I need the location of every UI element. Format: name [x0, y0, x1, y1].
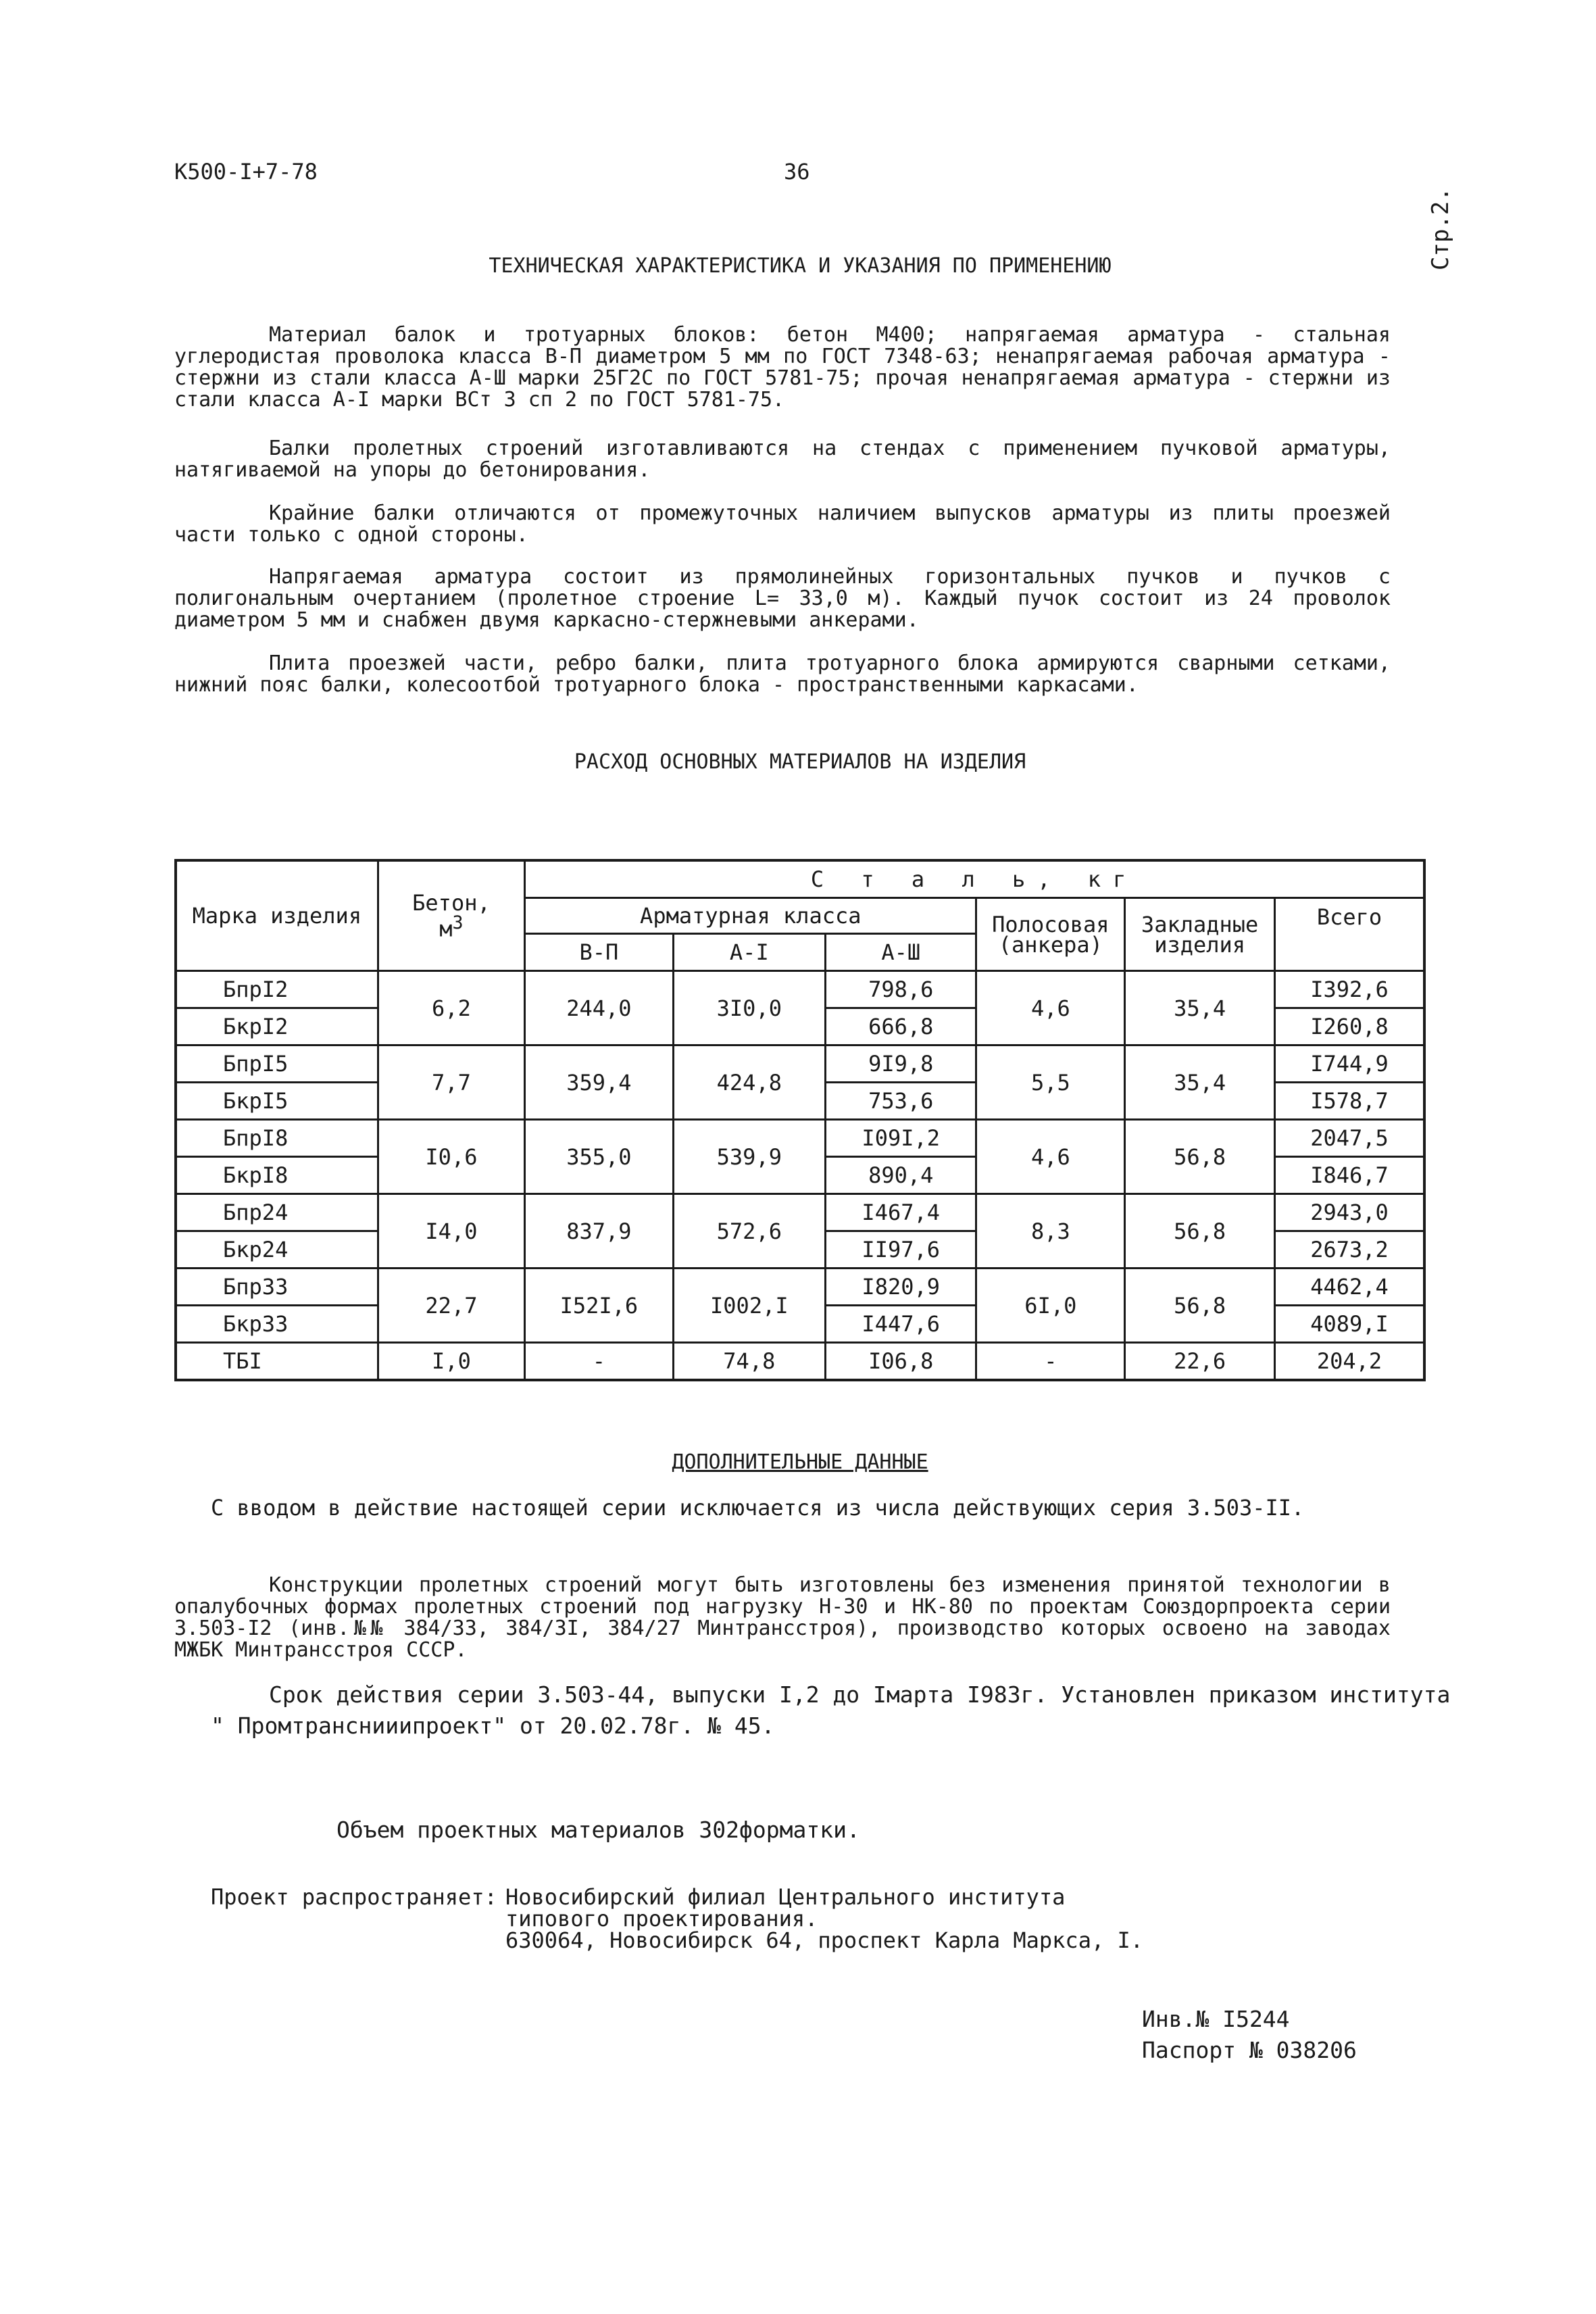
- table-row: [176, 1343, 1424, 1381]
- embedded-cell: 56,8: [1125, 1269, 1275, 1343]
- section-title: ТЕХНИЧЕСКАЯ ХАРАКТЕРИСТИКА И УКАЗАНИЯ ПО ПРИМЕНЕНИЮ: [489, 254, 1112, 278]
- bp-cell: 355,0: [525, 1120, 673, 1194]
- a1-cell: 539,9: [673, 1120, 825, 1194]
- bp-cell: -: [525, 1343, 673, 1381]
- a1-cell: I002,I: [673, 1269, 825, 1343]
- mark-cell: БкрI8: [176, 1157, 378, 1194]
- total-cell: 2673,2: [1275, 1231, 1424, 1269]
- table-row: [176, 1194, 1424, 1231]
- table-row: [176, 1120, 1424, 1157]
- strip-cell: 5,5: [976, 1045, 1125, 1120]
- total-cell: 4089,I: [1275, 1306, 1424, 1343]
- embedded-cell: 22,6: [1125, 1343, 1275, 1381]
- header-mark-label: Марка изделия: [192, 903, 362, 929]
- strip-cell: 6I,0: [976, 1269, 1125, 1343]
- total-cell: 4462,4: [1275, 1269, 1424, 1306]
- a1-cell: 74,8: [673, 1343, 825, 1381]
- concrete-cell: 7,7: [378, 1045, 524, 1120]
- a1-cell: 424,8: [673, 1045, 825, 1120]
- distributor-line-3: 630064, Новосибирск 64, проспект Карла Маркса, I.: [505, 1927, 1144, 1953]
- header-embedded: Закладные изделия: [1125, 898, 1275, 971]
- a1-cell: 3I0,0: [673, 971, 825, 1045]
- materials-table: [174, 859, 1426, 1381]
- sheet-label: Стр.2.: [1427, 187, 1454, 270]
- a1-cell: 572,6: [673, 1194, 825, 1269]
- header-rebar: Арматурная класса: [525, 898, 976, 934]
- embedded-cell: 56,8: [1125, 1120, 1275, 1194]
- total-cell: I846,7: [1275, 1157, 1424, 1194]
- mark-cell: Бпр33: [176, 1269, 378, 1306]
- mark-cell: Бкр24: [176, 1231, 378, 1269]
- paragraph-manufacture: Балки пролетных строений изготавливаются на стендах с применением пучковой арматуры, натягиваемой на упоры до бетонирования.: [174, 437, 1391, 482]
- a3-cell: I820,9: [826, 1269, 976, 1306]
- header-a3: А-Ш: [826, 934, 976, 971]
- mark-cell: БпрI2: [176, 971, 378, 1008]
- concrete-cell: I4,0: [378, 1194, 524, 1269]
- strip-cell: 4,6: [976, 1120, 1125, 1194]
- distributor-label: Проект распространяет:: [211, 1884, 497, 1910]
- document-code: К500-I+7-78: [174, 159, 318, 184]
- header-concrete-unit: м: [439, 916, 453, 942]
- mark-cell: ТБI: [176, 1343, 378, 1381]
- volume-line: Объем проектных материалов 302форматки.: [336, 1817, 860, 1843]
- mark-cell: БпрI5: [176, 1045, 378, 1083]
- concrete-cell: I,0: [378, 1343, 524, 1381]
- embedded-cell: 35,4: [1125, 1045, 1275, 1120]
- extra-paragraph-constructions: Конструкции пролетных строений могут быть изготовлены без изменения принятой технологии в опалубочных формах пролетных строений под нагрузку Н-30 и НК-80 по проектам Союздорпроекта серии 3.503-I2 (инв.№№ 384/33, 384/3I, 384/27 Минтрансстроя), производство которых освоено на заводах МЖБК Минтрансстроя СССР.: [174, 1573, 1391, 1662]
- total-cell: 2047,5: [1275, 1120, 1424, 1157]
- table-title: РАСХОД ОСНОВНЫХ МАТЕРИАЛОВ НА ИЗДЕЛИЯ: [574, 750, 1026, 774]
- paragraph-prestress: Напрягаемая арматура состоит из прямолинейных горизонтальных пучков и пучков с полигональным очертанием (пролетное строение L= 33,0 м). Каждый пучок состоит из 24 проволок диаметром 5 мм и снабжен двумя каркасно-стержневыми анкерами.: [174, 565, 1391, 632]
- header-steel: [525, 860, 1424, 898]
- table-row: [176, 1269, 1424, 1306]
- concrete-cell: 6,2: [378, 971, 524, 1045]
- mark-cell: БкрI2: [176, 1008, 378, 1045]
- mark-cell: Бкр33: [176, 1306, 378, 1343]
- mark-cell: Бпр24: [176, 1194, 378, 1231]
- validity-line-1: Срок действия серии 3.503-44, выпуски I,2 до Iмарта I983г. Установлен приказом института: [269, 1681, 1451, 1708]
- extra-line-series: С вводом в действие настоящей серии исключается из числа действующих серия 3.503-II.: [211, 1495, 1305, 1521]
- strip-cell: 4,6: [976, 971, 1125, 1045]
- inventory-number: Инв.№ I5244: [1142, 2006, 1290, 2032]
- a3-cell: I09I,2: [826, 1120, 976, 1157]
- validity-line-2: " Промтранснииипроект" от 20.02.78г. № 45.: [211, 1713, 775, 1739]
- distributor-line-1: Новосибирский филиал Центрального института: [505, 1884, 1066, 1910]
- passport-number: Паспорт № 038206: [1142, 2037, 1357, 2063]
- table-row: [176, 971, 1424, 1008]
- extra-title: ДОПОЛНИТЕЛЬНЫЕ ДАННЫЕ: [672, 1450, 928, 1474]
- total-cell: I260,8: [1275, 1008, 1424, 1045]
- a3-cell: 798,6: [826, 971, 976, 1008]
- total-cell: I392,6: [1275, 971, 1424, 1008]
- total-cell: I578,7: [1275, 1083, 1424, 1120]
- bp-cell: I52I,6: [525, 1269, 673, 1343]
- distributor-line-2: типового проектирования.: [505, 1906, 818, 1931]
- a3-cell: 753,6: [826, 1083, 976, 1120]
- bp-cell: 837,9: [525, 1194, 673, 1269]
- paragraph-materials: Материал балок и тротуарных блоков: бетон М400; напрягаемая арматура - стальная углеродистая проволока класса В-П диаметром 5 мм по ГОСТ 7348-63; ненапрягаемая рабочая арматура - стержни из стали класса А-Ш марки 25Г2С по ГОСТ 5781-75; прочая ненапрягаемая арматура - стержни из стали класса А-I марки ВСт 3 сп 2 по ГОСТ 5781-75.: [174, 323, 1391, 412]
- table-row: [176, 1045, 1424, 1083]
- mark-cell: БкрI5: [176, 1083, 378, 1120]
- total-cell: I744,9: [1275, 1045, 1424, 1083]
- bp-cell: 359,4: [525, 1045, 673, 1120]
- a3-cell: I467,4: [826, 1194, 976, 1231]
- total-cell: 204,2: [1275, 1343, 1424, 1381]
- mark-cell: БпрI8: [176, 1120, 378, 1157]
- a3-cell: 666,8: [826, 1008, 976, 1045]
- a3-cell: I06,8: [826, 1343, 976, 1381]
- paragraph-edge-beams: Крайние балки отличаются от промежуточных наличием выпусков арматуры из плиты проезжей части только с одной стороны.: [174, 501, 1391, 547]
- embedded-cell: 35,4: [1125, 971, 1275, 1045]
- embedded-cell: 56,8: [1125, 1194, 1275, 1269]
- header-strip: Полосовая (анкера): [976, 898, 1125, 971]
- header-a1: А-I: [673, 934, 825, 971]
- header-concrete-unit-sup: 3: [452, 912, 464, 933]
- strip-cell: 8,3: [976, 1194, 1125, 1269]
- a3-cell: 890,4: [826, 1157, 976, 1194]
- paragraph-reinforcement: Плита проезжей части, ребро балки, плита тротуарного блока армируются сварными сетками, нижний пояс балки, колесоотбой тротуарного блока - пространственными каркасами.: [174, 651, 1391, 697]
- a3-cell: I447,6: [826, 1306, 976, 1343]
- concrete-cell: I0,6: [378, 1120, 524, 1194]
- header-mark: [176, 860, 378, 971]
- a3-cell: II97,6: [826, 1231, 976, 1269]
- header-concrete: [378, 860, 524, 971]
- a3-cell: 9I9,8: [826, 1045, 976, 1083]
- bp-cell: 244,0: [525, 971, 673, 1045]
- header-steel-label: С т а л ь, кг: [810, 866, 1139, 892]
- header-total: Всего: [1275, 898, 1424, 971]
- header-concrete-label: Бетон,: [412, 889, 491, 916]
- page-number: 36: [784, 159, 810, 184]
- strip-cell: -: [976, 1343, 1125, 1381]
- header-bp: В-П: [525, 934, 673, 971]
- concrete-cell: 22,7: [378, 1269, 524, 1343]
- total-cell: 2943,0: [1275, 1194, 1424, 1231]
